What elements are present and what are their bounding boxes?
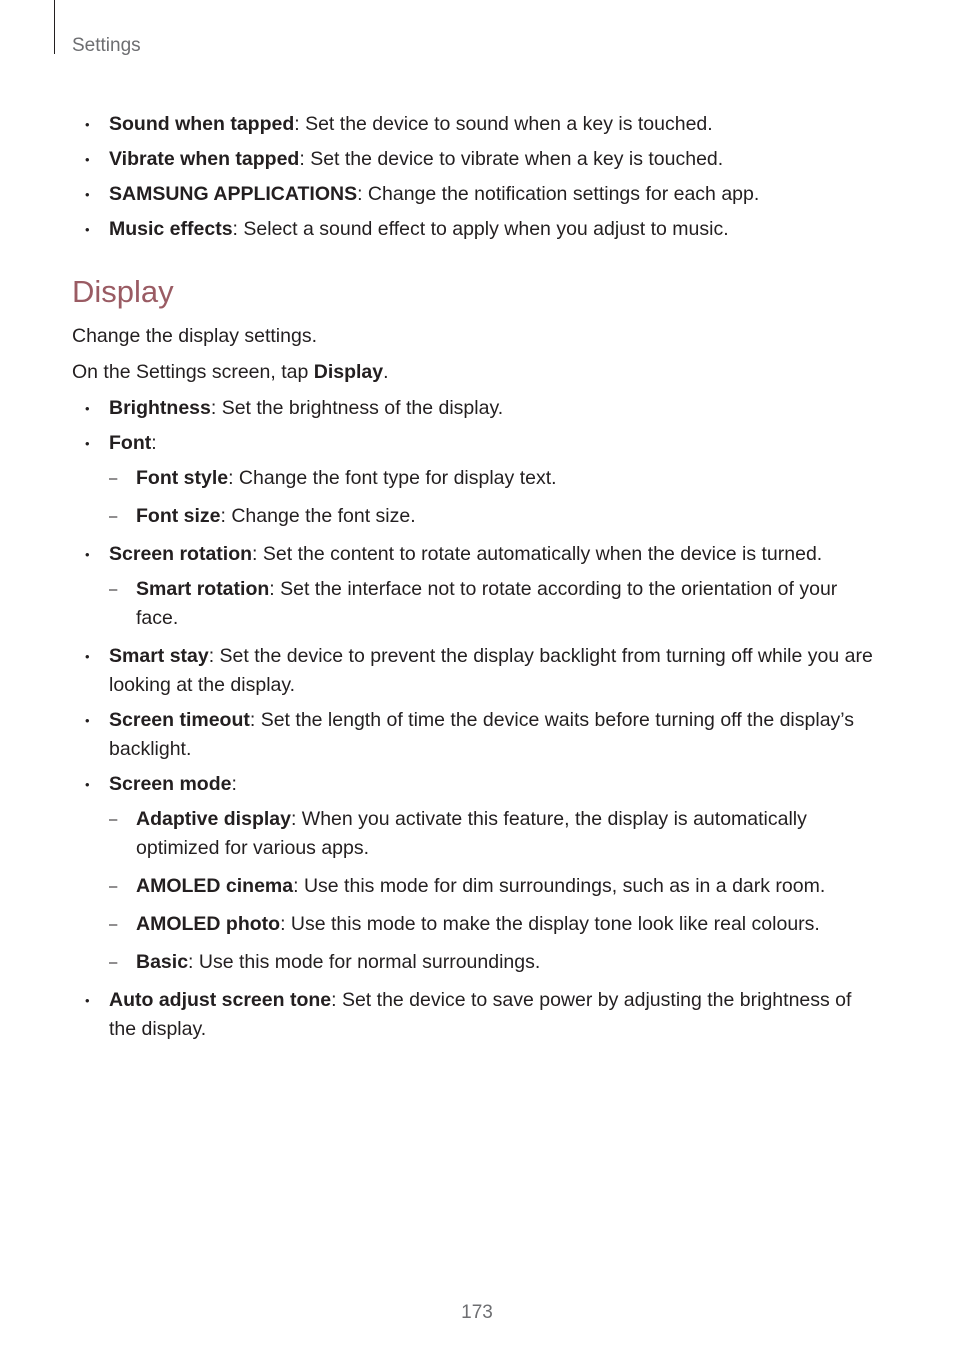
list-item-text: : Set the device to save power by adjusting the brightness of the display. (109, 989, 852, 1040)
list-item-term: Brightness (109, 397, 211, 419)
list-item-term: Auto adjust screen tone (109, 989, 332, 1011)
list-item-screen-mode (72, 770, 882, 799)
list-item-vibrate-when-tapped (72, 145, 882, 174)
list-item-text: : Set the content to rotate automatically when the device is turned. (252, 543, 823, 565)
page-content (72, 110, 882, 1050)
list-item-text: : Set the brightness of the display. (210, 397, 504, 419)
list-item-sound-when-tapped (72, 110, 882, 139)
list-item-term: SAMSUNG APPLICATIONS (109, 183, 358, 205)
list-item-term: Screen mode (109, 773, 232, 795)
list-item-samsung-applications (72, 180, 882, 209)
sub-item-term: AMOLED photo (136, 913, 281, 935)
instruction-suffix: . (383, 361, 389, 383)
sub-item-term: AMOLED cinema (136, 875, 294, 897)
sub-item-text: : Use this mode for dim surroundings, such as in a dark room. (293, 875, 826, 897)
list-item-term: Smart stay (109, 645, 209, 667)
list-item-smart-stay (72, 642, 882, 700)
sub-item-text: : Use this mode for normal surroundings. (188, 951, 541, 973)
sub-item-text: : Change the font size. (220, 505, 416, 527)
sub-item-term: Font style (136, 467, 229, 489)
list-item-text: : (151, 432, 157, 454)
list-item-term: Screen rotation (109, 543, 253, 565)
sub-item-text: : When you activate this feature, the display is automatically optimized for various apps. (136, 808, 807, 859)
instruction-term: Display (313, 361, 384, 383)
list-item-text: : Select a sound effect to apply when you adjust to music. (232, 218, 729, 240)
sub-item-term: Basic (136, 951, 189, 973)
list-item-term: Sound when tapped (109, 113, 295, 135)
list-item-term: Music effects (109, 218, 233, 240)
sub-item-font-size (72, 502, 882, 531)
section-instruction (72, 358, 882, 387)
sub-item-text: : Set the interface not to rotate according to the orientation of your face. (136, 578, 838, 629)
list-item-term: Font (109, 432, 152, 454)
section-title: Display (72, 274, 174, 309)
running-head: Settings (72, 35, 141, 56)
sub-item-term: Smart rotation (136, 578, 270, 600)
sub-item-amoled-photo (72, 910, 882, 939)
sub-item-term: Adaptive display (136, 808, 291, 830)
list-item-auto-adjust-screen-tone (72, 986, 882, 1044)
list-item-text: : Set the device to vibrate when a key is touched. (299, 148, 724, 170)
sub-item-adaptive-display (72, 805, 882, 863)
list-item-screen-rotation (72, 540, 882, 569)
sub-item-basic (72, 948, 882, 977)
sub-item-text: : Use this mode to make the display tone look like real colours. (280, 913, 820, 935)
sub-item-term: Font size (136, 505, 221, 527)
list-item-text: : Change the notification settings for each app. (357, 183, 760, 205)
list-item-brightness (72, 394, 882, 423)
section-intro: Change the display settings. (72, 325, 317, 347)
sub-item-smart-rotation (72, 575, 882, 633)
page-number: 173 (461, 1302, 493, 1323)
list-item-text: : Set the device to sound when a key is touched. (294, 113, 713, 135)
list-item-font (72, 429, 882, 458)
instruction-prefix: On the Settings screen, tap (72, 361, 314, 383)
list-item-text: : Set the device to prevent the display backlight from turning off while you are looking at the display. (109, 645, 873, 696)
list-item-text: : (231, 773, 237, 795)
sub-item-text: : Change the font type for display text. (228, 467, 557, 489)
list-item-term: Screen timeout (109, 709, 250, 731)
sub-item-font-style (72, 464, 882, 493)
list-item-screen-timeout (72, 706, 882, 764)
list-item-text: : Set the length of time the device waits before turning off the display’s backlight. (109, 709, 855, 760)
sub-item-amoled-cinema (72, 872, 882, 901)
list-item-term: Vibrate when tapped (109, 148, 300, 170)
list-item-music-effects (72, 215, 882, 244)
margin-rule (54, 0, 55, 54)
